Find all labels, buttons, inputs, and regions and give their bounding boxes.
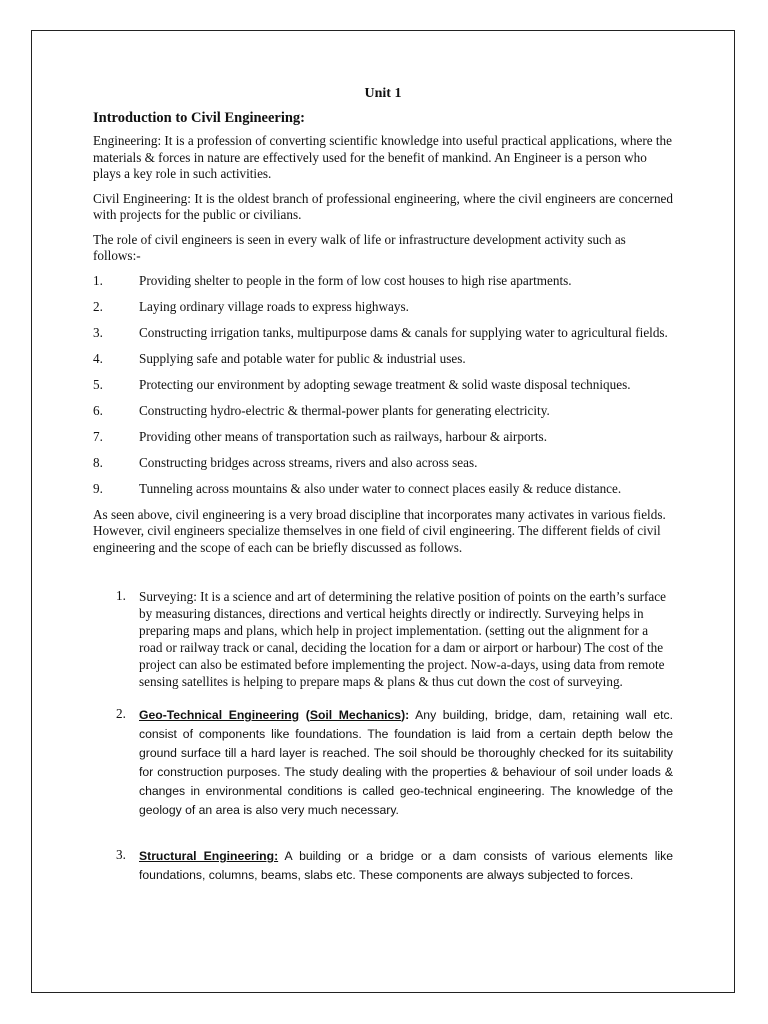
list-item-number: 8. bbox=[93, 454, 103, 470]
list-item-text: Tunneling across mountains & also under water to connect places easily & reduce distance. bbox=[139, 480, 622, 496]
list-item bbox=[93, 455, 673, 472]
list-item-text: Constructing bridges across streams, rivers and also across seas. bbox=[139, 454, 478, 470]
field-number: 2. bbox=[116, 706, 126, 721]
list-item bbox=[93, 429, 673, 446]
paren-close: ): bbox=[401, 708, 410, 722]
section-title: Introduction to Civil Engineering: bbox=[93, 109, 306, 126]
field-number: 1. bbox=[116, 588, 126, 603]
list-item-number: 7. bbox=[93, 428, 103, 444]
paragraph-engineering: Engineering: It is a profession of converting scientific knowledge into useful practical applications, where the materials & forces in nature are effectively used for the benefit of mankind. An Engineer is a person who plays a key role in such activities. bbox=[93, 133, 672, 181]
paragraph-summary: As seen above, civil engineering is a very broad discipline that incorporates many activates in various fields. However, civil engineers specialize themselves in one field of civil engineering. The different fields of civil engineering and the scope of each can be briefly discussed as follows. bbox=[93, 506, 666, 555]
list-item-number: 4. bbox=[93, 350, 103, 366]
list-item-number: 6. bbox=[93, 402, 103, 418]
list-item-number: 5. bbox=[93, 376, 103, 392]
list-item-number: 9. bbox=[93, 480, 103, 496]
unit-title: Unit 1 bbox=[364, 86, 402, 101]
fields-list bbox=[93, 588, 673, 885]
paragraph-civil-engineering: Civil Engineering: It is the oldest branch of professional engineering, where the civil engineers are concerned with projects for the public or civilians. bbox=[93, 190, 673, 222]
paren-open: ( bbox=[299, 708, 310, 722]
field-geotechnical bbox=[93, 706, 673, 820]
list-item bbox=[93, 273, 673, 290]
field-structural-title: Structural Engineering: bbox=[139, 849, 279, 863]
field-structural bbox=[93, 847, 673, 885]
list-item bbox=[93, 403, 673, 420]
field-structural-body bbox=[139, 847, 673, 885]
list-item-number: 3. bbox=[93, 324, 103, 340]
field-structural-text: A building or a bridge or a dam consists of various elements like foundations, columns, beams, slabs etc. These components are always subjected to forces. bbox=[139, 849, 673, 882]
list-item-text: Providing other means of transportation such as railways, harbour & airports. bbox=[139, 428, 547, 444]
list-item bbox=[93, 325, 673, 342]
list-item-text: Laying ordinary village roads to express highways. bbox=[139, 298, 409, 314]
list-item bbox=[93, 299, 673, 316]
list-item bbox=[93, 377, 673, 394]
field-surveying-text: Surveying: It is a science and art of determining the relative position of points on the earth’s surface by measuring distances, directions and vertical heights directly or indirectly. Surveying helps in preparing maps and plans, which help in project implementation. (setting out the alignment for a road or railway track or canal, deciding the location for a dam or airport or harbour) The cost of the project can also be estimated before implementing the project. Now-a-days, using data from remote sensing satellites is helping to prepare maps & plans & thus cut down the cost of surveying. bbox=[139, 589, 666, 689]
field-surveying bbox=[93, 588, 673, 690]
field-geotechnical-body bbox=[139, 706, 673, 820]
list-item-number: 2. bbox=[93, 298, 103, 314]
list-item-text: Providing shelter to people in the form of low cost houses to high rise apartments. bbox=[139, 272, 572, 288]
document-body bbox=[93, 86, 673, 901]
paragraph-role-intro: The role of civil engineers is seen in every walk of life or infrastructure development activity such as follows:- bbox=[93, 231, 626, 263]
field-number: 3. bbox=[116, 847, 126, 862]
list-item-text: Supplying safe and potable water for public & industrial uses. bbox=[139, 350, 466, 366]
field-geotechnical-title: Geo-Technical Engineering bbox=[139, 708, 300, 722]
list-item-text: Constructing irrigation tanks, multipurpose dams & canals for supplying water to agricultural fields. bbox=[139, 324, 668, 340]
list-item-text: Protecting our environment by adopting sewage treatment & solid waste disposal techniques. bbox=[139, 376, 631, 392]
list-item bbox=[93, 481, 673, 498]
role-list bbox=[93, 273, 673, 498]
field-geotechnical-text: Any building, bridge, dam, retaining wall etc. consist of components like foundations. The foundation is laid from a certain depth below the ground surface till a hard layer is reached. The soil should be thoroughly checked for its suitability for construction purposes. The study dealing with the properties & behaviour of soil under loads & changes in environmental conditions is called geo-technical engineering. The knowledge of the geology of an area is also very much necessary. bbox=[139, 708, 673, 817]
list-item bbox=[93, 351, 673, 368]
list-item-text: Constructing hydro-electric & thermal-power plants for generating electricity. bbox=[139, 402, 550, 418]
field-geotechnical-subtitle: Soil Mechanics bbox=[309, 708, 402, 722]
list-item-number: 1. bbox=[93, 272, 103, 288]
